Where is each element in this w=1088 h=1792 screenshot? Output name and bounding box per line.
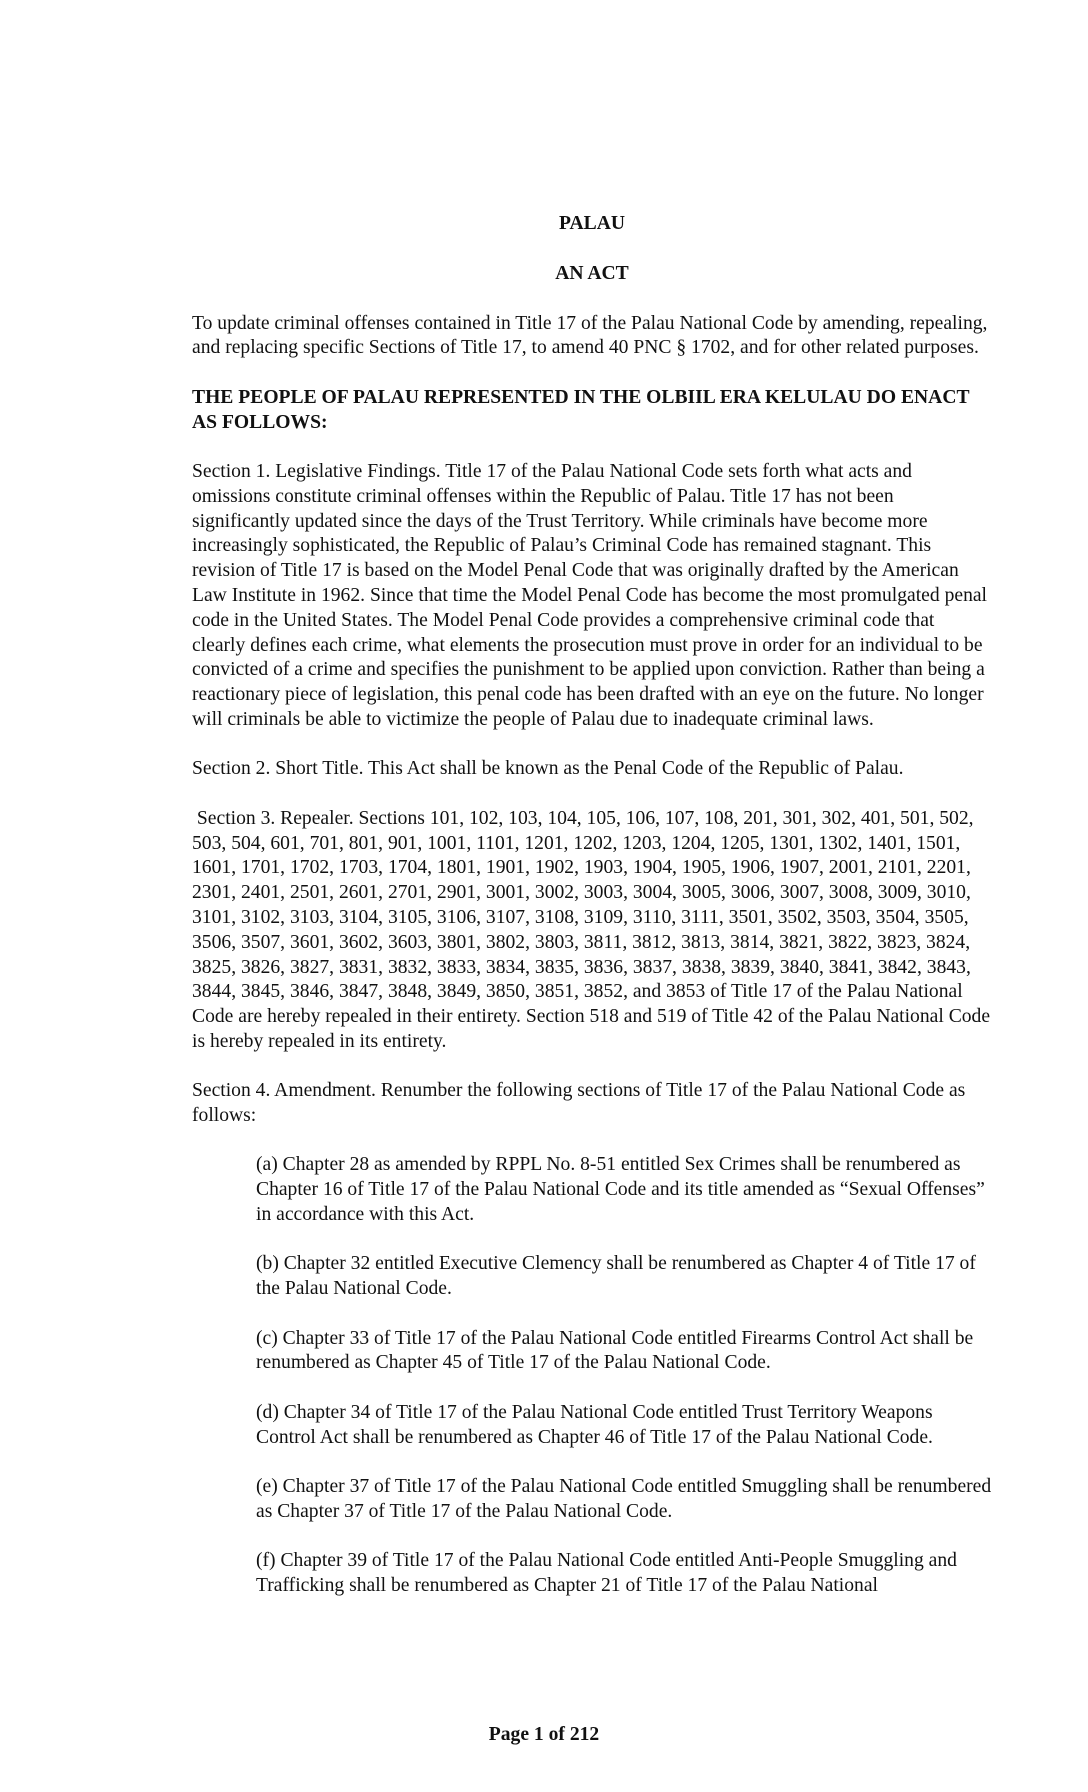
- section-4-paragraph: Section 4. Amendment. Renumber the following sections of Title 17 of the Palau National Code as follows:: [192, 1080, 966, 1127]
- section-2-paragraph: Section 2. Short Title. This Act shall be known as the Penal Code of the Republic of Palau.: [192, 758, 904, 780]
- enacting-clause: THE PEOPLE OF PALAU REPRESENTED IN THE OLBIIL ERA KELULAU DO ENACT AS FOLLOWS:: [192, 386, 970, 433]
- amendment-item-a: (a) Chapter 28 as amended by RPPL No. 8-51 entitled Sex Crimes shall be renumbered as Chapter 16 of Title 17 of the Palau National Code and its title amended as “Sexual Offenses” in accordance with this Act.: [256, 1154, 985, 1226]
- purpose-paragraph: To update criminal offenses contained in Title 17 of the Palau National Code by amending, repealing, and replacing specific Sections of Title 17, to amend 40 PNC § 1702, and for other related purposes.: [192, 312, 988, 359]
- page-number-footer: Page 1 of 212: [488, 1724, 600, 1745]
- act-heading: AN ACT: [555, 262, 629, 284]
- document-title: PALAU: [558, 213, 626, 234]
- amendment-item-e: (e) Chapter 37 of Title 17 of the Palau National Code entitled Smuggling shall be renumbered as Chapter 37 of Title 17 of the Palau National Code.: [256, 1476, 992, 1522]
- document-body: [192, 212, 995, 1599]
- section-1-paragraph: Section 1. Legislative Findings. Title 17 of the Palau National Code sets forth what acts and omissions constitute criminal offenses within the Republic of Palau. Title 17 has not been significantly updated since the days of the Trust Territory. While criminals have become more increasingly sophisticated, the Republic of Palau’s Criminal Code has remained stagnant. This revision of Title 17 is based on the Model Penal Code that was originally drafted by the American Law Institute in 1962. Since that time the Model Penal Code has become the most promulgated penal code in the United States. The Model Penal Code provides a comprehensive criminal code that clearly defines each crime, what elements the prosecution must prove in order for an individual to be convicted of a crime and specifies the punishment to be applied upon conviction. Rather than being a reactionary piece of legislation, this penal code has been drafted with an eye on the future. No longer will criminals be able to victimize the people of Palau due to inadequate criminal laws.: [192, 460, 988, 730]
- amendment-item-c: (c) Chapter 33 of Title 17 of the Palau National Code entitled Firearms Control Act shall be renumbered as Chapter 45 of Title 17 of the Palau National Code.: [256, 1327, 974, 1374]
- amendment-item-b: (b) Chapter 32 entitled Executive Clemency shall be renumbered as Chapter 4 of Title 17 of the Palau National Code.: [256, 1253, 976, 1300]
- amendment-list: [256, 1153, 996, 1598]
- amendment-item-d: (d) Chapter 34 of Title 17 of the Palau National Code entitled Trust Territory Weapons Control Act shall be renumbered as Chapter 46 of Title 17 of the Palau National Code.: [256, 1401, 933, 1448]
- section-3-paragraph: Section 3. Repealer. Sections 101, 102, 103, 104, 105, 106, 107, 108, 201, 301, 302, 401, 501, 502, 503, 504, 601, 701, 801, 901, 1001, 1101, 1201, 1202, 1203, 1204, 1205, 1301, 1302, 1401, 1501, 1601, 1701, 1702, 1703, 1704, 1801, 1901, 1902, 1903, 1904, 1905, 1906, 1907, 2001, 2101, 2201, 2301, 2401, 2501, 2601, 2701, 2901, 3001, 3002, 3003, 3004, 3005, 3006, 3007, 3008, 3009, 3010, 3101, 3102, 3103, 3104, 3105, 3106, 3107, 3108, 3109, 3110, 3111, 3501, 3502, 3503, 3504, 3505, 3506, 3507, 3601, 3602, 3603, 3801, 3802, 3803, 3811, 3812, 3813, 3814, 3821, 3822, 3823, 3824, 3825, 3826, 3827, 3831, 3832, 3833, 3834, 3835, 3836, 3837, 3838, 3839, 3840, 3841, 3842, 3843, 3844, 3845, 3846, 3847, 3848, 3849, 3850, 3851, 3852, and 3853 of Title 17 of the Palau National Code are hereby repealed in their entirety. Section 518 and 519 of Title 42 of the Palau National Code is hereby repealed in its entirety.: [192, 807, 995, 1052]
- amendment-item-f: (f) Chapter 39 of Title 17 of the Palau National Code entitled Anti-People Smuggling and Trafficking shall be renumbered as Chapter 21 of Title 17 of the Palau National: [256, 1550, 957, 1596]
